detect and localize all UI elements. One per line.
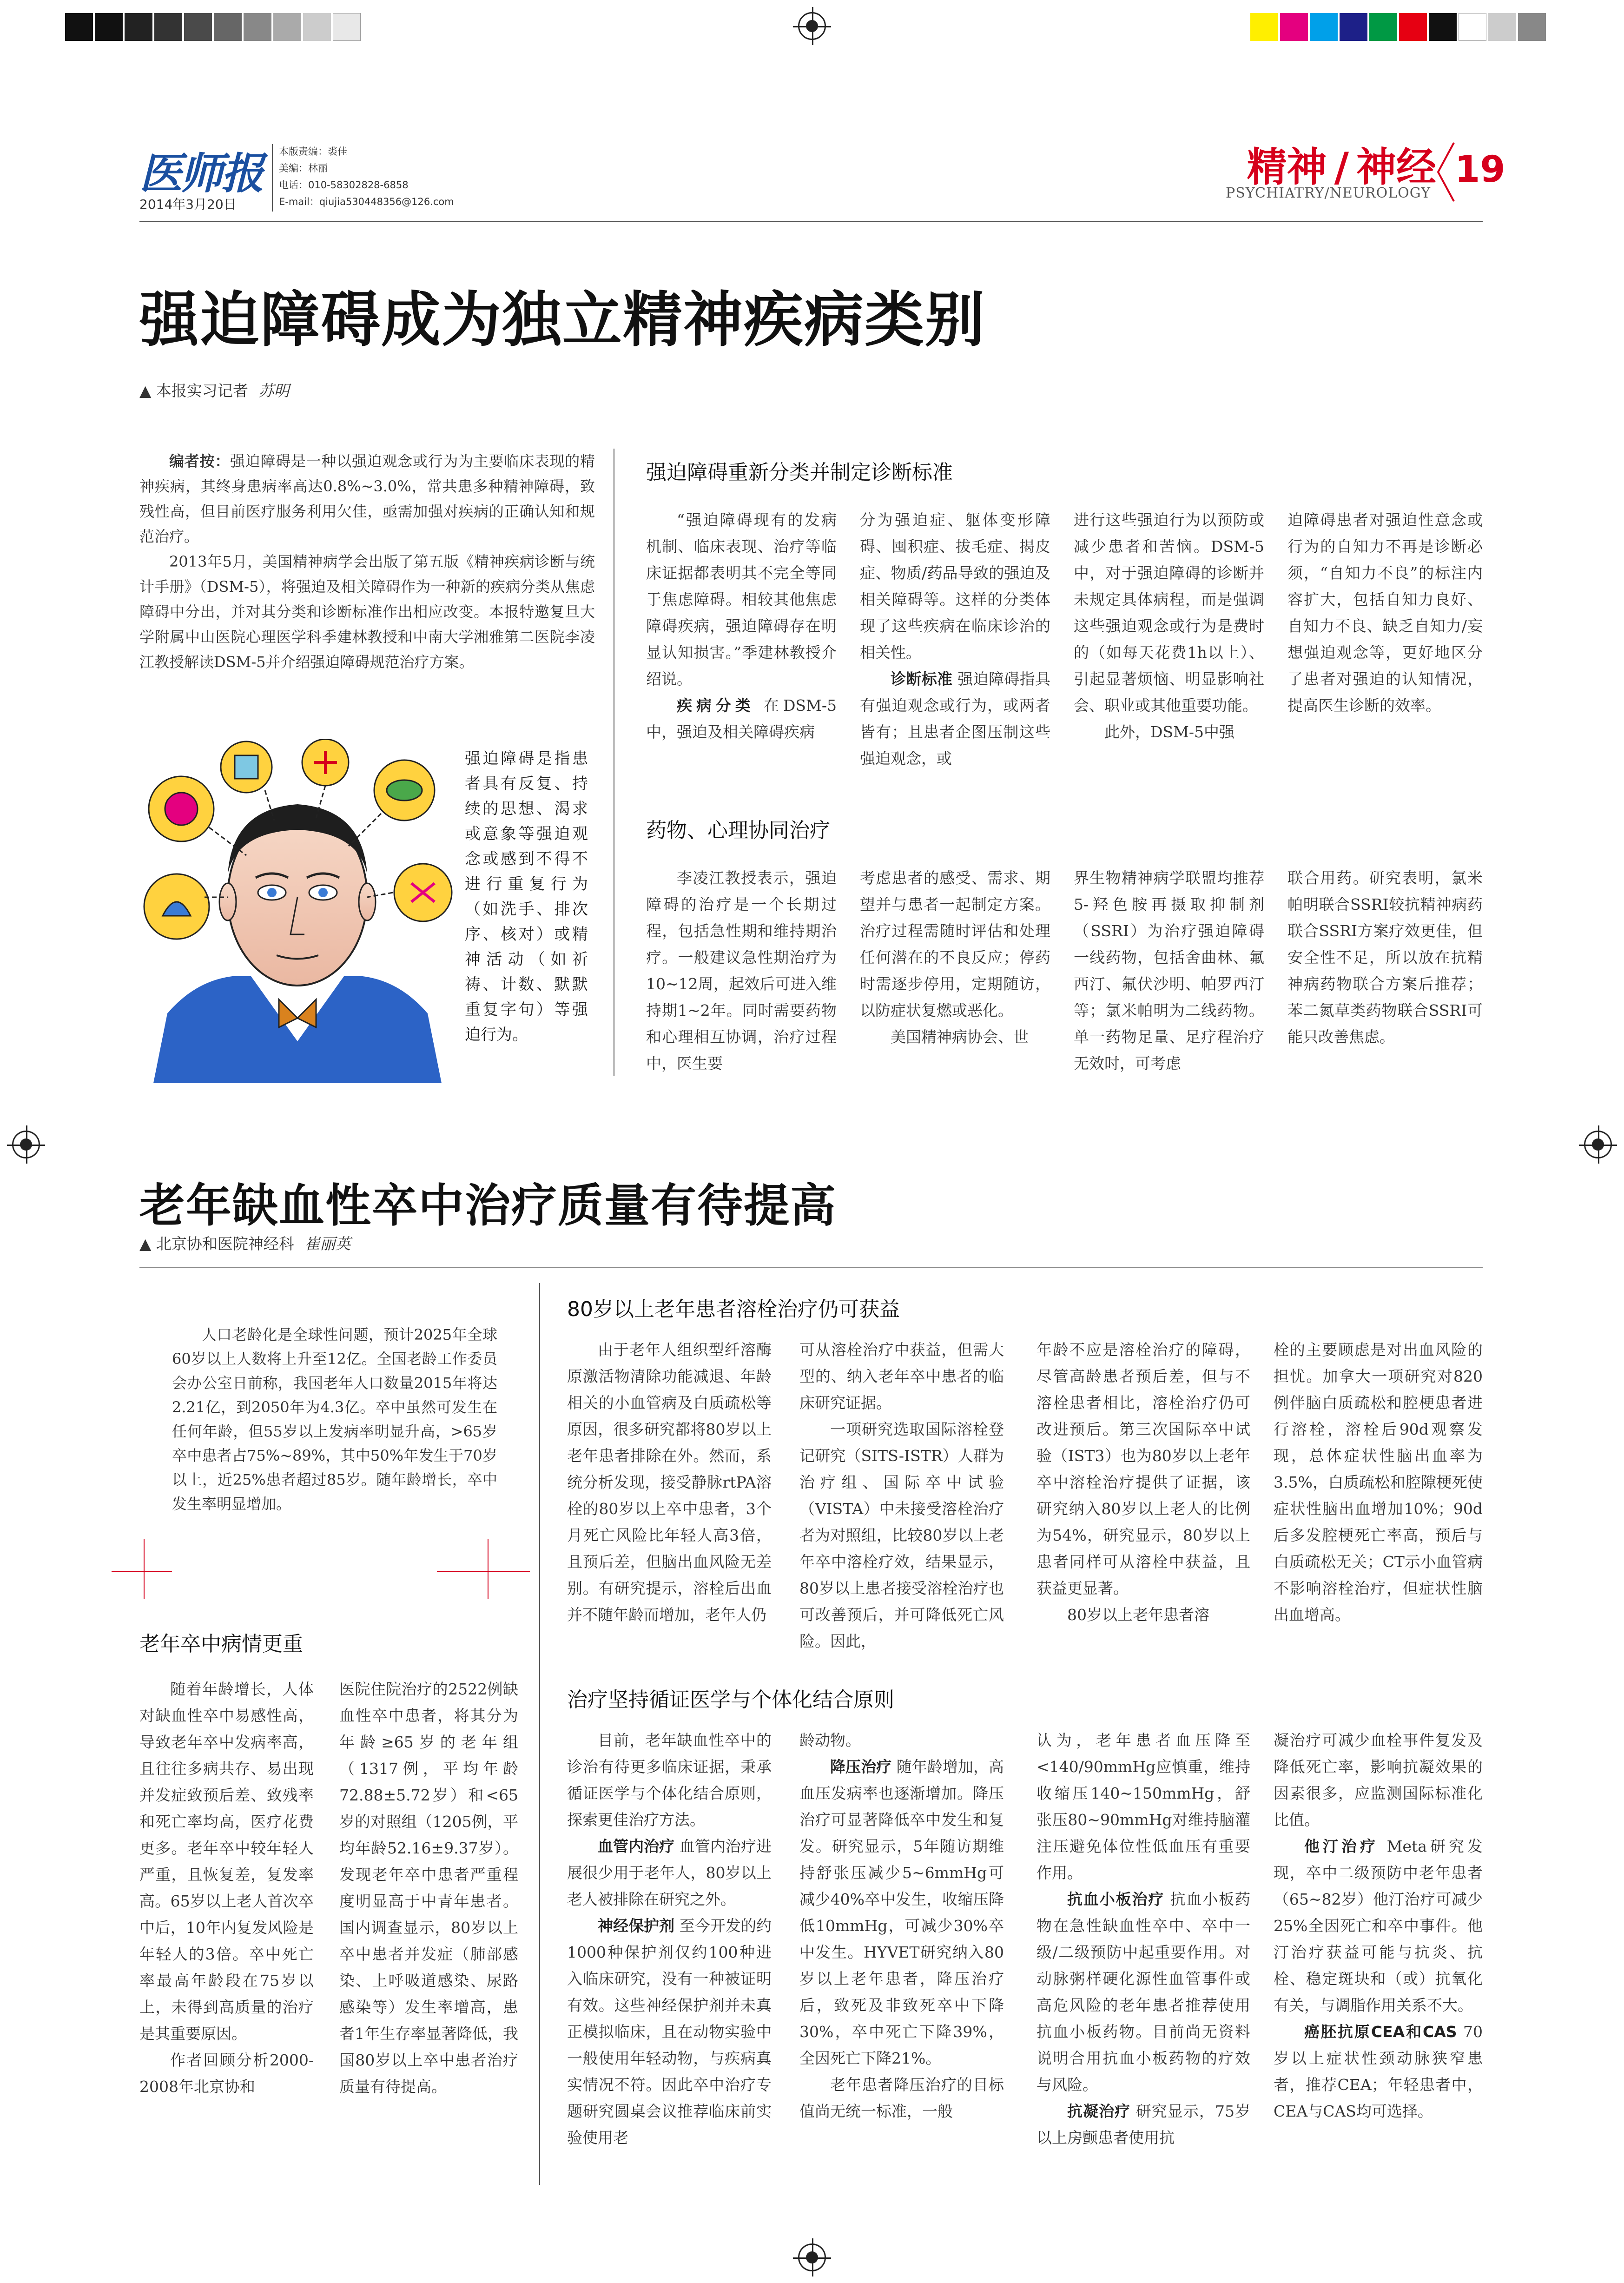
section-psychiatry: 精神: [1247, 144, 1327, 191]
masthead: [139, 139, 454, 218]
byline2-role: ▲ 北京协和医院神经科: [139, 1235, 294, 1253]
editor-note-label: 编者按：: [169, 452, 230, 470]
article2-editor-note: 人口老龄化是全球性问题，预计2025年全球60岁以上人数将上升至12亿。全国老龄工作委员会办公室日前称，我国老年人口数量2015年将达2.21亿，到2050年为4.3亿。卒中虽然可发生在任何年龄，但55岁以上发病率明显升高，>65岁卒中患者占75%~89%，其中50%年发生于70岁以上，近25%患者超过85岁。随年龄增长，卒中发生率明显增加。: [172, 1326, 497, 1513]
s2-col2: 考虑患者的感受、需求、期望并与患者一起制定方案。治疗过程需随时评估和处理任何潜在的不良反应；停药时需逐步停用，定期随访，以防症状复燃或恶化。 美国精神病协会、世: [860, 869, 1050, 1046]
article2-title: 老年缺血性卒中治疗质量有待提高: [139, 1179, 837, 1232]
page-chevron-icon: [1436, 142, 1455, 202]
staff-phone: 电话：010-58302828-6858: [279, 179, 409, 191]
article1-editor-note: [139, 449, 595, 675]
article2-rule: [139, 1267, 1483, 1268]
article2-byline: [139, 1232, 350, 1254]
s3-col2: 可从溶栓治疗中获益，但需大型的、纳入老年卒中患者的临床研究证据。 一项研究选取国际溶栓登记研究（SITS-ISTR）人群为治疗组、国际卒中试验（VISTA）中未接受溶栓治疗者为对照组，比较80岁以上老年卒中溶栓疗效，结果显示，80岁以上患者接受溶栓治疗也可改善预后，并可降低死亡风险。因此，: [799, 1341, 1004, 1650]
editor-note-p2: 2013年5月，美国精神病学会出版了第五版《精神疾病诊断与统计手册》（DSM-5），将强迫及相关障碍作为一种新的疾病分类从焦虑障碍中分出，并对其分类和诊断标准作出相应改变。本报特邀复旦大学附属中山医院心理医学科季建林教授和中南大学湘雅第二医院李凌江教授解读DSM-5并介绍强迫障碍规范治疗方案。: [139, 553, 595, 671]
s2-col4: 联合用药。研究表明，氯米帕明联合SSRI较抗精神病药联合SSRI方案疗效更佳，但安全性不足，所以放在抗精神病药物联合方案后推荐；苯二氮草类药物联合SSRI可能只改善焦虑。: [1287, 869, 1483, 1046]
section-separator: /: [1334, 144, 1349, 191]
illustration-caption: 强迫障碍是指患者具有反复、持续的思想、渴求或意象等强迫观念或感到不得不进行重复行为（如洗手、排次序、核对）或精神活动（如祈祷、计数、默默重复字句）等强迫行为。: [465, 749, 588, 1044]
section-header: [1134, 130, 1505, 214]
byline2-name: 崔丽英: [304, 1235, 351, 1253]
page-number: 19: [1455, 149, 1505, 191]
s4-col1: 目前，老年缺血性卒中的诊治有待更多临床证据，秉承循证医学与个体化结合原则，探索更佳治疗方法。 血管内治疗 血管内治疗进展很少用于老年人，80岁以上老人被排除在研究之外。 神经保护剂 至今开发的约1000种保护剂仅约100种进入临床研究，没有一种被证明有效。这些神经保护剂并未真正模拟临床，且在动物实验中一般使用年轻动物，与疾病真实情况不符。因此卒中治疗专题研究圆桌会议推荐临床前实验使用老: [567, 1731, 772, 2147]
section-english: PSYCHIATRY/NEUROLOGY: [1226, 185, 1431, 201]
registration-mark-right: [1584, 1131, 1612, 1158]
staff-designer: 美编：林丽: [279, 163, 328, 174]
column-rule-a2: [539, 1283, 540, 2185]
section-title: [1247, 135, 1436, 192]
staff-editor: 本版责编：裘佳: [279, 146, 347, 157]
subhead-treatment: 药物、心理协同治疗: [646, 819, 830, 842]
registration-mark-top: [798, 12, 826, 40]
s1-col3: 进行这些强迫行为以预防或减少患者和苦恼。DSM-5中，对于强迫障碍的诊断并未规定具体病程，而是强调这些强迫观念或行为是费时的（如每天花费1h以上）、引起显著烦恼、明显影响社会、职业或其他重要功能。 此外，DSM-5中强: [1074, 511, 1264, 741]
subhead-thrombolysis: 80岁以上老年患者溶栓治疗仍可获益: [567, 1297, 900, 1321]
s1-col4: 迫障碍患者对强迫性意念或行为的自知力不再是诊断必须，“自知力不良”的标注内容扩大，包括自知力良好、自知力不良、缺乏自知力/妄想强迫观念等，更好地区分了患者对强迫的认知情况，提高医生诊断的效率。: [1287, 511, 1483, 715]
grayscale-bar: [65, 13, 363, 41]
left-col1: 随着年龄增长，人体对缺血性卒中易感性高，导致老年卒中发病率高，且往往多病共存、易出现并发症致预后差、致残率和死亡率均高，医疗花费更多。老年卒中较年轻人严重，且恢复差，复发率高。65岁以上老人首次卒中后，10年内复发风险是年轻人的3倍。卒中死亡率最高年龄段在75岁以上，未得到高质量的治疗是其重要原因。 作者回顾分析2000-2008年北京协和: [139, 1680, 314, 2096]
s1-col1: “强迫障碍现有的发病机制、临床表现、治疗等临床证据都表明其不完全等同于焦虑障碍。相较其他焦虑障碍疾病，强迫障碍存在明显认知损害。”季建林教授介绍说。 疾病分类 在DSM-5中，强迫及相关障碍疾病: [646, 511, 837, 741]
left-col2: 医院住院治疗的2522例缺血性卒中患者，将其分为年龄≥65岁的老年组（1317例，平均年龄72.88±5.72岁）和<65岁的对照组（1205例，平均年龄52.16±9.37岁）。发现老年卒中患者严重程度明显高于中青年患者。国内调查显示，80岁以上卒中患者并发症（肺部感染、上呼吸道感染、尿路感染等）发生率增高，患者1年生存率显著降低，我国80岁以上卒中患者治疗质量有待提高。: [339, 1680, 518, 2096]
byline-role: ▲ 本报实习记者: [139, 382, 248, 400]
staff-email: E-mail：qiujia530448356@126.com: [279, 196, 454, 207]
article1-title: 强迫障碍成为独立精神疾病类别: [139, 285, 986, 355]
crop-mark-left: [112, 1539, 177, 1599]
issue-date: 2014年3月20日: [139, 197, 237, 212]
registration-mark-left: [12, 1131, 40, 1158]
newspaper-logo: 医师报: [139, 148, 263, 199]
s3-col4: 栓的主要顾虑是对出血风险的担忧。加拿大一项研究对820例伴脑白质疏松和腔梗患者进行溶栓，溶栓后90d观察发现，总体症状性脑出血率为3.5%，白质疏松和腔隙梗死使症状性脑出血增加10%；90d后多发腔梗死亡率高，预后与白质疏松无关；CT示小血管病不影响溶栓治疗，但症状性脑出血增高。: [1274, 1341, 1483, 1624]
color-bar: [1250, 13, 1557, 41]
s2-col1: 李凌江教授表示，强迫障碍的治疗是一个长期过程，包括急性期和维持期治疗。一般建议急性期治疗为10~12周，起效后可进入维持期1~2年。同时需要药物和心理相互协调，治疗过程中，医生要: [646, 869, 837, 1072]
s1-col2: 分为强迫症、躯体变形障碍、囤积症、拔毛症、揭皮症、物质/药品导致的强迫及相关障碍等。这样的分类体现了这些疾病在临床诊治的相关性。 诊断标准 强迫障碍指具有强迫观念或行为，或两者皆有；且患者企图压制这些强迫观念，或: [860, 511, 1051, 768]
ocd-illustration: [139, 739, 456, 1083]
article1-byline: [139, 379, 289, 401]
s3-col3: 年龄不应是溶栓治疗的障碍，尽管高龄患者预后差，但与不溶栓患者相比，溶栓治疗仍可改进预后。第三次国际卒中试验（IST3）也为80岁以上老年卒中溶栓治疗提供了证据，该研究纳入80岁以上老人的比例为54%，研究显示，80岁以上患者同样可从溶栓中获益，且获益更显著。 80岁以上老年患者溶: [1036, 1341, 1250, 1624]
s4-col2: 龄动物。 降压治疗 随年龄增加，高血压发病率也逐渐增加。降压治疗可显著降低卒中发生和复发。研究显示，5年随访期维持舒张压减少5~6mmHg可减少40%卒中发生，收缩压降低10mmHg，可减少30%卒中发生。HYVET研究纳入80岁以上老年患者，降压治疗后，致死及非致死卒中下降30%，卒中死亡下降39%，全因死亡下降21%。 老年患者降压治疗的目标值尚无统一标准，一般: [799, 1731, 1004, 2120]
s4-col4: 凝治疗可减少血栓事件复发及降低死亡率，影响抗凝效果的因素很多，应监测国际标准化比值。 他汀治疗 Meta研究发现，卒中二级预防中老年患者（65~82岁）他汀治疗可减少25%全因死亡和卒中事件。他汀治疗获益可能与抗炎、抗栓、稳定斑块和（或）抗氧化有关，与调脂作用关系不大。 癌胚抗原CEA和CAS 70岁以上症状性颈动脉狭窄患者，推荐CEA；年轻患者中，CEA与CAS均可选择。: [1274, 1731, 1483, 2120]
byline-name: 苏明: [258, 382, 290, 400]
header-rule: [139, 221, 1483, 222]
editor-note-p1: 编者按：强迫障碍是一种以强迫观念或行为为主要临床表现的精神疾病，其终身患病率高达0.8%~3.0%，常共患多种精神障碍，致残性高，但目前医疗服务利用欠佳，亟需加强对疾病的正确认知和规范治疗。: [139, 452, 595, 545]
logo-divider: [272, 144, 273, 212]
staff-info: [279, 143, 454, 210]
registration-mark-bottom: [798, 2243, 826, 2271]
subhead-evidence: 治疗坚持循证医学与个体化结合原则: [567, 1688, 894, 1712]
s3-col1: 由于老年人组织型纤溶酶原激活物清除功能减退、年龄相关的小血管病及白质疏松等原因，很多研究都将80岁以上老年患者排除在外。然而，系统分析发现，接受静脉rtPA溶栓的80岁以上卒中患者，3个月死亡风险比年轻人高3倍，且预后差，但脑出血风险无差别。有研究提示，溶栓后出血并不随年龄而增加，老年人仍: [567, 1341, 772, 1624]
s2-col3: 界生物精神病学联盟均推荐5-羟色胺再摄取抑制剂（SSRI）为治疗强迫障碍一线药物，包括舍曲林、氟西汀、氟伏沙明、帕罗西汀等；氯米帕明为二线药物。单一药物足量、足疗程治疗无效时，可考虑: [1074, 869, 1264, 1072]
subhead-severity: 老年卒中病情更重: [139, 1632, 303, 1656]
crop-mark-right: [437, 1539, 530, 1599]
s4-col3: 认为，老年患者血压降至<140/90mmHg应慎重，维持收缩压140~150mmHg，舒张压80~90mmHg对维持脑灌注压避免体位性低血压有重要作用。 抗血小板治疗 抗血小板药物在急性缺血性卒中、卒中一级/二级预防中起重要作用。对动脉粥样硬化源性血管事件或高危风险的老年患者推荐使用抗血小板药物。目前尚无资料说明合用抗血小板药物的疗效与风险。 抗凝治疗 研究显示，75岁以上房颤患者使用抗: [1036, 1731, 1251, 2147]
subhead-reclassification: 强迫障碍重新分类并制定诊断标准: [646, 461, 953, 484]
section-neurology: 神经: [1356, 144, 1436, 191]
